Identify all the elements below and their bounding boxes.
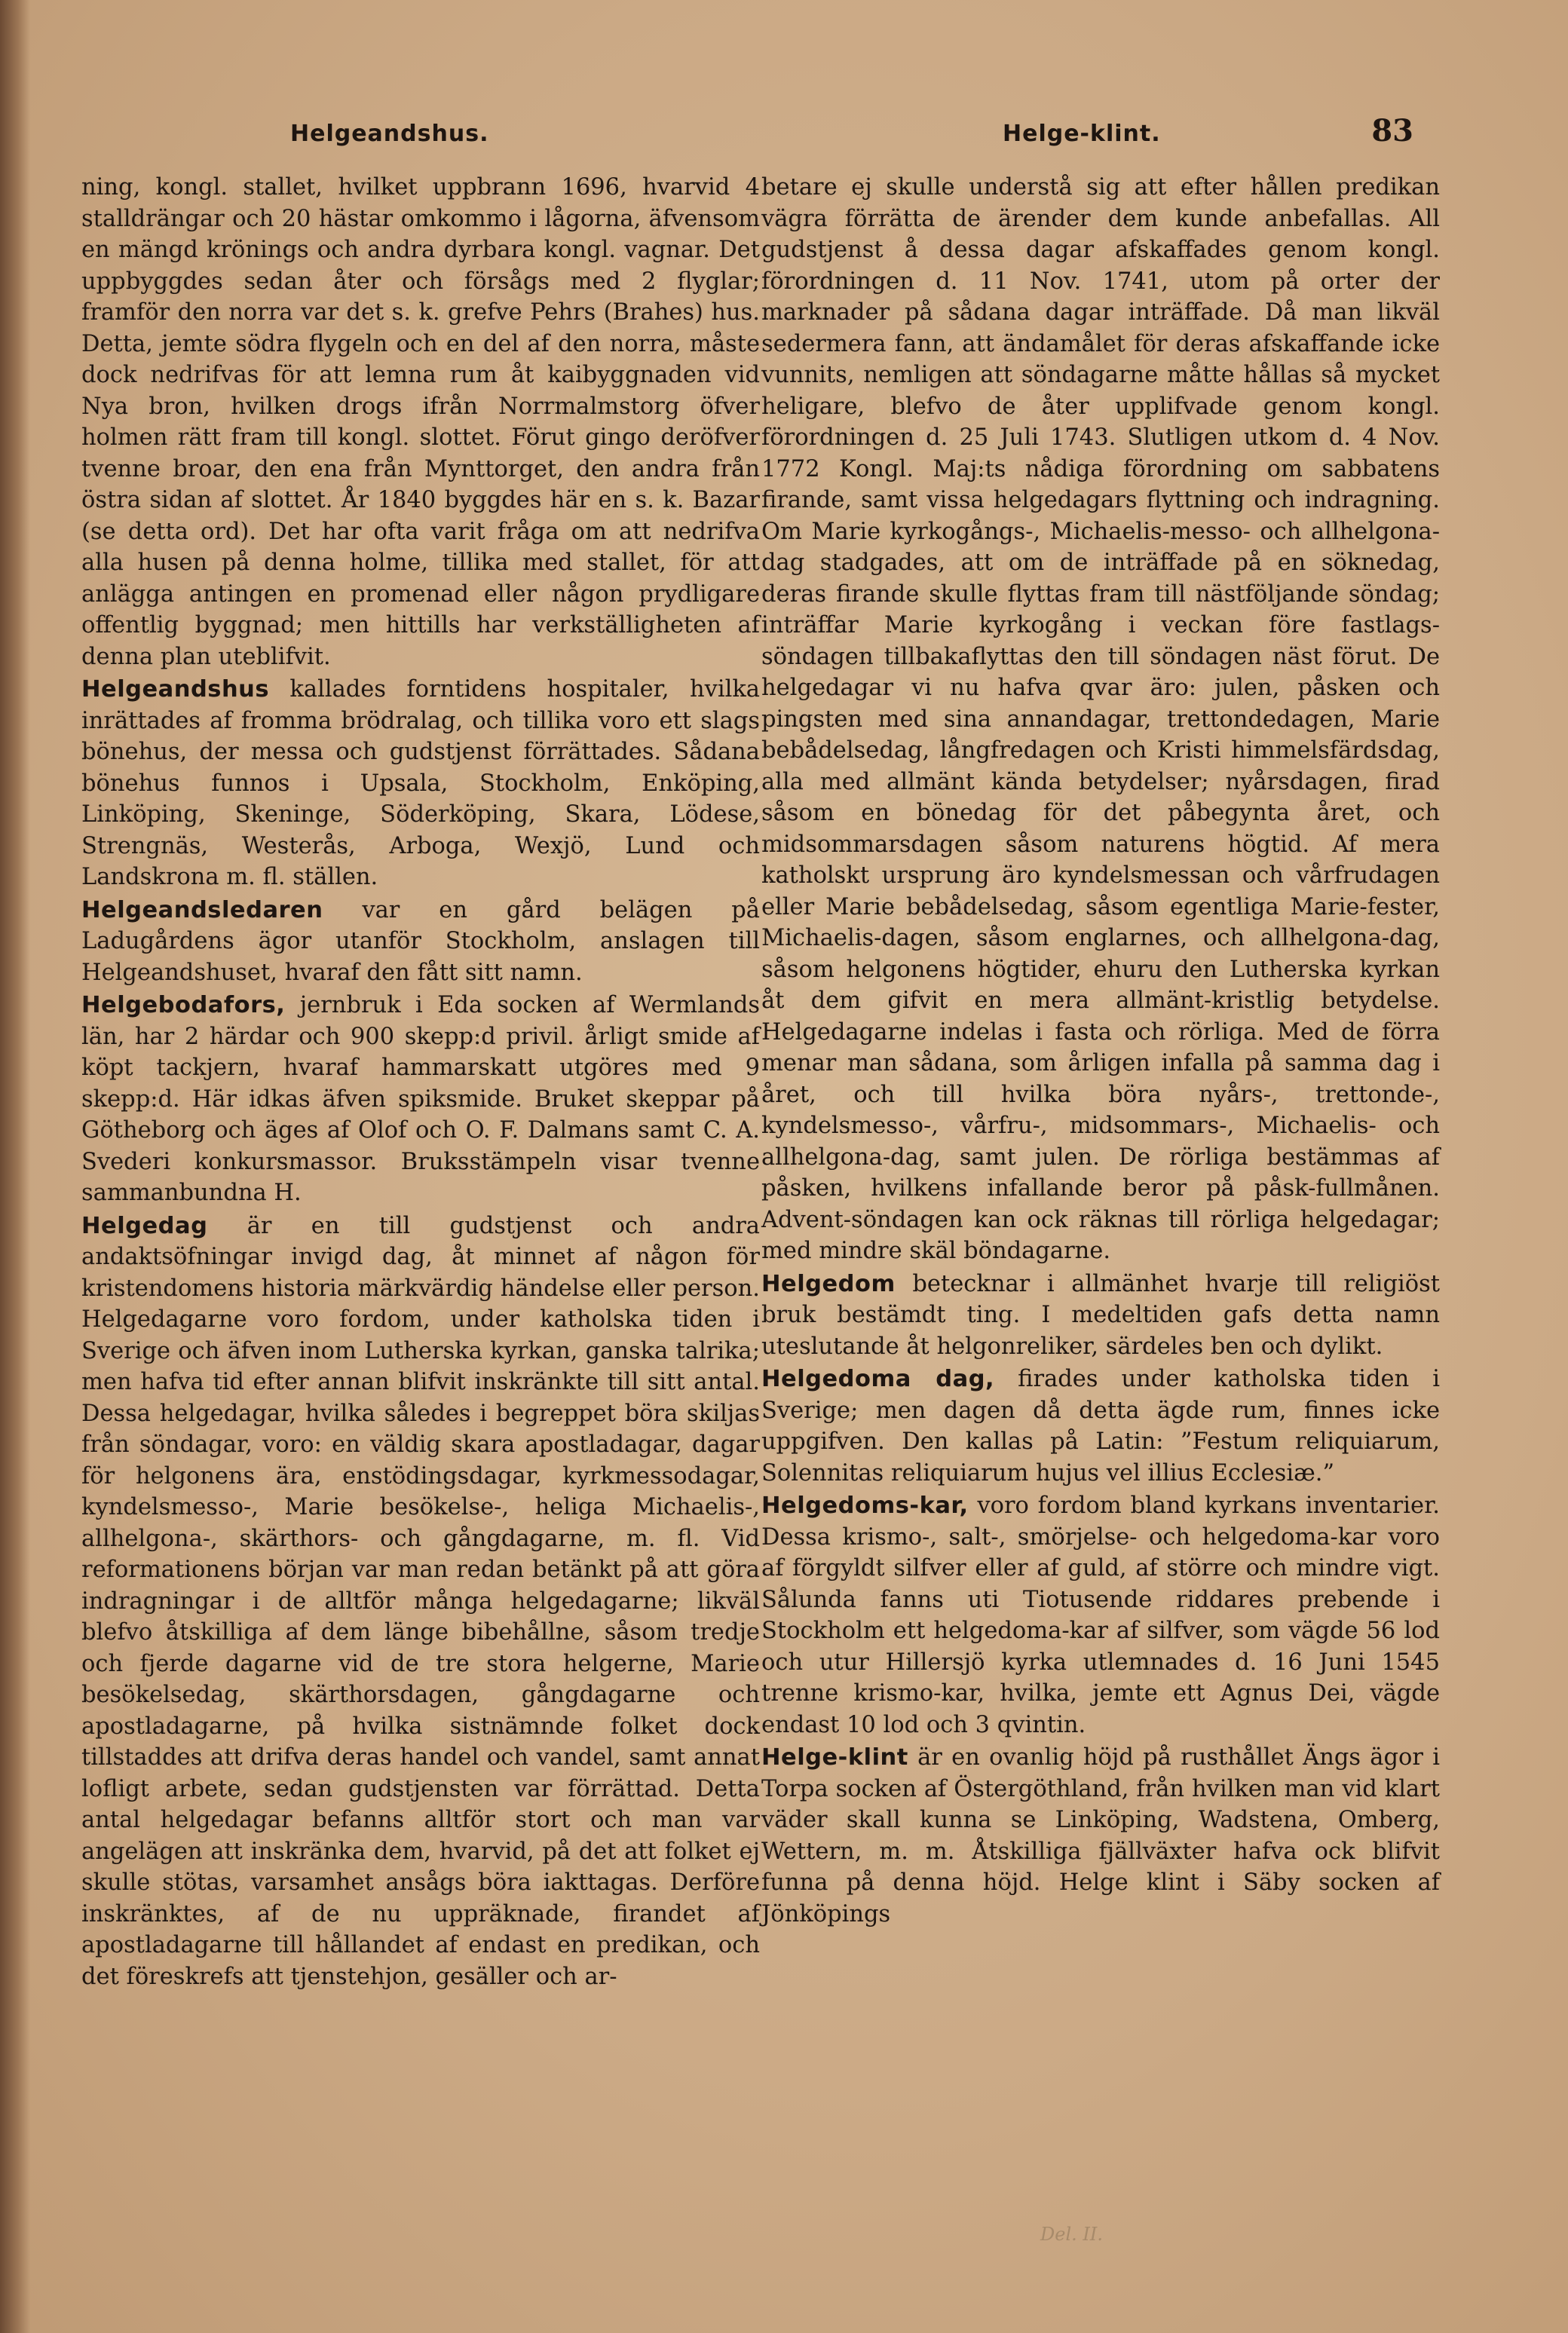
entry-headword: Helgedoma dag, <box>761 1366 995 1392</box>
entry-helgeandsledaren <box>81 895 760 989</box>
header-left-catchword: Helgeandshus. <box>290 121 489 147</box>
entry-headword: Helgedag <box>81 1212 208 1239</box>
entry-headword: Helgeandshus <box>81 676 270 703</box>
entry-helgedom <box>761 1269 1440 1363</box>
right-column <box>761 172 1440 1930</box>
entry-headword: Helge-klint <box>761 1744 908 1771</box>
entry-helgebodafors <box>81 990 760 1209</box>
printer-signature: Del. II. <box>1040 2224 1103 2245</box>
entry-text: var en gård belägen på Ladugårdens ägor utanför Stockholm, anslagen till Helgeandshuset, hvaraf den fått sitt namn. <box>81 896 760 986</box>
entry-text: firades under katholska tiden i Sverige; men dagen då detta ägde rum, finnes icke uppgifven. Den kallas på Latin: ”Festum reliquiarum, Solennitas reliquiarum hujus vel illius Ecclesiæ.” <box>761 1366 1440 1486</box>
binding-edge <box>0 0 30 2333</box>
entry-headword: Helgedoms-kar, <box>761 1493 969 1519</box>
page-number: 83 <box>1371 113 1413 148</box>
entry-text: voro fordom bland kyrkans inventarier. Dessa krismo-, salt-, smörjelse- och helgedoma-kar voro af förgyldt silfver eller af guld, af större och mindre vigt. Sålunda fanns uti Tiotusende riddares prebende i Stockholm ett helgedoma-kar af silfver, som vägde 56 lod och utur Hillersjö kyrka utlemnades d. 16 Juni 1545 trenne krismo-kar, hvilka, jemte ett Agnus Dei, vägde endast 10 lod och 3 qvintin. <box>761 1493 1440 1738</box>
entry-text: kallades forntidens hospitaler, hvilka inrättades af fromma brödralag, och tillika voro ett slags bönehus, der messa och gudstjenst förrättades. Sådana bönehus funnos i Upsala, Stockholm, Enköping, Linköping, Skeninge, Söderköping, Skara, Lödese, Strengnäs, Westerås, Arboga, Wexjö, Lund och Landskrona m. fl. ställen. <box>81 676 760 890</box>
entry-text: betecknar i allmänhet hvarje till religiöst bruk bestämdt ting. I medeltiden gafs detta namn uteslutande åt helgonreliker, särdeles ben och dylikt. <box>761 1270 1440 1360</box>
entry-text: ning, kongl. stallet, hvilket uppbrann 1696, hvarvid 4 stalldrängar och 20 hästar omkommo i lågorna, äfvensom en mängd krönings och andra dyrbara kongl. vagnar. Det uppbyggdes sedan åter och försågs med 2 flyglar; framför den norra var det s. k. grefve Pehrs (Brahes) hus. Detta, jemte södra flygeln och en del af den norra, måste dock nedrifvas för att lemna rum åt kaibyggnaden vid Nya bron, hvilken drogs ifrån Norrmalmstorg öfver holmen rätt fram till kongl. slottet. Förut gingo deröfver tvenne broar, den ena från Mynttorget, den andra från östra sidan af slottet. År 1840 byggdes här en s. k. Bazar (se detta ord). Det har ofta varit fråga om att nedrifva alla husen på denna holme, tillika med stallet, för att anlägga antingen en promenad eller någon prydligare offentlig byggnad; men hittills har verkställigheten af denna plan uteblifvit. <box>81 174 760 670</box>
entry-continuation <box>761 172 1440 1267</box>
entry-headword: Helgeandsledaren <box>81 896 323 923</box>
entry-text: är en ovanlig höjd på rusthållet Ängs ägor i Torpa socken af Östergöthland, från hvilken man vid klart väder skall kunna se Linköping, Wadstena, Omberg, Wettern, m. m. Åtskilliga fjällväxter hafva ock blifvit funna på denna höjd. Helge klint i Säby socken af Jönköpings <box>761 1744 1440 1927</box>
entry-headword: Helgedom <box>761 1270 896 1297</box>
entry-text: jernbruk i Eda socken af Wermlands län, har 2 härdar och 900 skepp:d privil. årligt smide af köpt tackjern, hvaraf hammarskatt utgöres med 9 skepp:d. Här idkas äfven spiksmide. Bruket skeppar på Götheborg och äges af Olof och O. F. Dalmans samt C. A. Svederi konkursmassor. Bruksstämpeln visar tvenne sammanbundna H. <box>81 992 760 1206</box>
entry-helgedag <box>81 1211 760 1993</box>
left-column <box>81 172 760 1992</box>
entry-text: är en till gudstjenst och andra andaktsöfningar invigd dag, åt minnet af någon för kristendomens historia märkvärdig händelse eller person. Helgedagarne voro fordom, under katholska tiden i Sverige och äfven inom Lutherska kyrkan, ganska talrika; men hafva tid efter annan blifvit inskränkte till sitt antal. Dessa helgedagar, hvilka således i begreppet böra skiljas från söndagar, voro: en väldig skara apostladagar, dagar för helgonens ära, enstödingsdagar, kyrkmessodagar, kyndelsmesso-, Marie besökelse-, heliga Michaelis-, allhelgona-, skärthors- och gångdagarne, m. fl. Vid reformationens början var man redan betänkt på att göra indragningar i de alltför många helgedagarne; likväl blefvo åtskilliga af dem länge bibehållne, såsom tredje och fjerde dagarne vid de tre stora helgerne, Marie besökelsedag, skärthorsdagen, gångdagarne och apostladagarne, på hvilka sistnämnde folket dock tillstaddes att drifva deras handel och vandel, samt annat lofligt arbete, sedan gudstjensten var förrättad. Detta antal helgedagar befanns alltför stort och man var angelägen att inskränka dem, hvarvid, på det att folket ej skulle stötas, varsamhet ansågs böra iakttagas. Derföre inskränktes, af de nu uppräknade, firandet af apostladagarne till hållandet af endast en predikan, och det föreskrefs att tjenstehjon, gesäller och ar- <box>81 1212 760 1990</box>
entry-text: betare ej skulle understå sig att efter hållen predikan vägra förrätta de ärender dem kunde anbefallas. All gudstjenst å dessa dagar afskaffades genom kongl. förordningen d. 11 Nov. 1741, utom på orter der marknader på sådana dagar inträffade. Då man likväl sedermera fann, att ändamålet för deras afskaffande icke vunnits, nemligen att söndagarne måtte hållas så mycket heligare, blefvo de åter upplifvade genom kongl. förordningen d. 25 Juli 1743. Slutligen utkom d. 4 Nov. 1772 Kongl. Maj:ts nådiga förordning om sabbatens firande, samt vissa helgedagars flyttning och indragning. Om Marie kyrkogångs-, Michaelis-messo- och allhelgona-dag stadgades, att om de inträffade på en söknedag, deras firande skulle flyttas fram till nästföljande söndag; inträffar Marie kyrkogång i veckan före fastlags-söndagen tillbakaflyttas den till söndagen näst förut. De helgedagar vi nu hafva qvar äro: julen, påsken och pingsten med sina annandagar, trettondedagen, Marie bebådelsedag, långfredagen och Kristi himmelsfärdsdag, alla med allmänt kända betydelser; nyårsdagen, firad såsom en bönedag för det påbegynta året, och midsommarsdagen såsom naturens högtid. Af mera katholskt ursprung äro kyndelsmessan och vårfrudagen eller Marie bebådelsedag, såsom egentliga Marie-fester, Michaelis-dagen, såsom englarnes, och allhelgona-dag, såsom helgonens högtider, ehuru den Lutherska kyrkan åt dem gifvit en mera allmänt-kristlig betydelse. Helgedagarne indelas i fasta och rörliga. Med de förra menar man sådana, som årligen infalla på samma dag i året, och till hvilka böra nyårs-, trettonde-, kyndelsmesso-, vårfru-, midsommars-, Michaelis- och allhelgona-dag, samt julen. De rörliga bestämmas af påsken, hvilkens infallande beror på påsk-fullmånen. Advent-söndagen kan ock räknas till rörliga helgedagar; med mindre skäl böndagarne. <box>761 174 1440 1264</box>
entry-helgeandshus <box>81 674 760 893</box>
running-header <box>290 113 1413 158</box>
entry-helgedoma-dag <box>761 1364 1440 1489</box>
entry-continuation <box>81 172 760 672</box>
entry-helge-klint <box>761 1742 1440 1930</box>
entry-helgedoms-kar <box>761 1490 1440 1741</box>
header-right-catchword: Helge-klint. <box>1003 121 1161 147</box>
entry-headword: Helgebodafors, <box>81 992 286 1018</box>
